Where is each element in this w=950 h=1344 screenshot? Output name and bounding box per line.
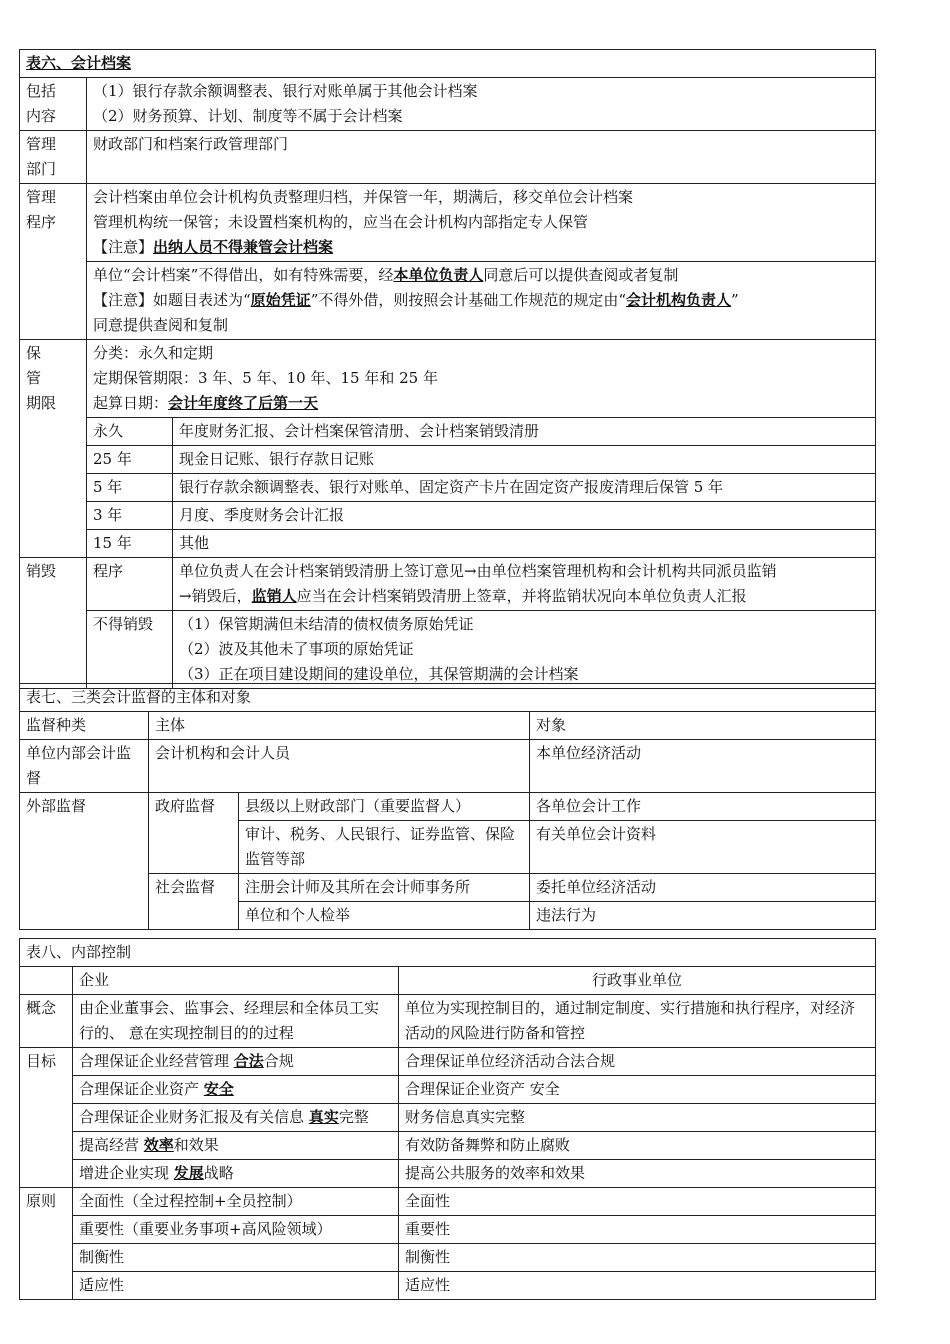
gov-object-1: 各单位会计工作 (530, 793, 876, 821)
period-row (20, 474, 876, 502)
dept-label: 管理 部门 (20, 131, 87, 184)
goal-ent: 合理保证企业财务汇报及有关信息 真实完整 (73, 1104, 399, 1132)
include-label: 包括 内容 (20, 78, 87, 131)
table6-title: 表六、会计档案 (20, 50, 876, 78)
col-type: 监督种类 (20, 712, 149, 740)
internal-type: 单位内部会计监督 (20, 740, 149, 793)
concept-ent: 由企业董事会、监事会、经理层和全体员工实行的、 意在实现控制目的的过程 (73, 995, 399, 1048)
col-gov-unit: 行政事业单位 (399, 967, 876, 995)
destroy-label: 销毁 (20, 558, 87, 689)
no-destroy-label: 不得销毁 (87, 611, 173, 689)
period-items: 月度、季度财务会计汇报 (173, 502, 876, 530)
external-type: 外部监督 (20, 793, 149, 930)
soc-object-2: 违法行为 (530, 902, 876, 930)
goal-ent: 合理保证企业经营管理 合法合规 (73, 1048, 399, 1076)
table8-title: 表八、内部控制 (20, 939, 876, 967)
destroy-proc-label: 程序 (87, 558, 173, 611)
destroy-proc-content: 单位负责人在会计档案销毁清册上签订意见→由单位档案管理机构和会计机构共同派员监销 →销毁后，监销人应当在会计档案销毁清册上签章，并将监销状况向本单位负责人汇报 (173, 558, 876, 611)
proc-content-b: 单位“会计档案”不得借出，如有特殊需要，经本单位负责人同意后可以提供查阅或者复制 【注意】如题目表述为“原始凭证”不得外借，则按照会计基础工作规范的规定由“会计机构负责人” 同意提供查阅和复制 (87, 262, 876, 340)
principle-gov: 制衡性 (399, 1244, 876, 1272)
principle-label: 原则 (20, 1188, 73, 1300)
goal-ent: 提高经营 效率和效果 (73, 1132, 399, 1160)
soc-subject-1: 注册会计师及其所在会计师事务所 (239, 874, 530, 902)
no-destroy-content: （1）保管期满但未结清的债权债务原始凭证 （2）波及其他未了事项的原始凭证 （3）正在项目建设期间的建设单位，其保管期满的会计档案 (173, 611, 876, 689)
principle-gov: 适应性 (399, 1272, 876, 1300)
period-items: 现金日记账、银行存款日记账 (173, 446, 876, 474)
period-row (20, 502, 876, 530)
period-items: 其他 (173, 530, 876, 558)
principle-ent: 适应性 (73, 1272, 399, 1300)
table-internal-control (19, 938, 876, 1300)
principle-ent: 重要性（重要业务事项+高风险领域） (73, 1216, 399, 1244)
blank-header (20, 967, 73, 995)
principle-ent: 制衡性 (73, 1244, 399, 1272)
goal-gov: 有效防备舞弊和防止腐败 (399, 1132, 876, 1160)
goal-gov: 合理保证企业资产 安全 (399, 1076, 876, 1104)
gov-subject-2: 审计、税务、人民银行、证券监管、保险监管等部 (239, 821, 530, 874)
concept-gov: 单位为实现控制目的，通过制定制度、实行措施和执行程序，对经济活动的风险进行防备和管控 (399, 995, 876, 1048)
col-subject: 主体 (149, 712, 530, 740)
period-row (20, 446, 876, 474)
col-object: 对象 (530, 712, 876, 740)
principle-gov: 重要性 (399, 1216, 876, 1244)
goal-label: 目标 (20, 1048, 73, 1188)
goal-gov: 财务信息真实完整 (399, 1104, 876, 1132)
soc-subject-2: 单位和个人检举 (239, 902, 530, 930)
period-row (20, 530, 876, 558)
proc-content-a: 会计档案由单位会计机构负责整理归档，并保管一年，期满后，移交单位会计档案 管理机构统一保管；未设置档案机构的，应当在会计机构内部指定专人保管 【注意】出纳人员不得兼管会计档案 (87, 184, 876, 262)
proc-label: 管理 程序 (20, 184, 87, 340)
period-term: 永久 (87, 418, 173, 446)
period-items: 年度财务汇报、会计档案保管清册、会计档案销毁清册 (173, 418, 876, 446)
period-term: 3 年 (87, 502, 173, 530)
table-accounting-archives (19, 49, 876, 689)
period-term: 5 年 (87, 474, 173, 502)
goal-gov: 合理保证单位经济活动合法合规 (399, 1048, 876, 1076)
goal-ent: 合理保证企业资产 安全 (73, 1076, 399, 1104)
gov-object-2: 有关单位会计资料 (530, 821, 876, 874)
keep-label: 保管 期限 (20, 340, 87, 558)
table-supervision (19, 683, 876, 930)
keep-content: 分类：永久和定期 定期保管期限：3 年、5 年、10 年、15 年和 25 年 起算日期：会计年度终了后第一天 (87, 340, 876, 418)
soc-object-1: 委托单位经济活动 (530, 874, 876, 902)
period-term: 25 年 (87, 446, 173, 474)
gov-supervision: 政府监督 (149, 793, 239, 874)
internal-subject: 会计机构和会计人员 (149, 740, 530, 793)
goal-ent: 增进企业实现 发展战略 (73, 1160, 399, 1188)
goal-gov: 提高公共服务的效率和效果 (399, 1160, 876, 1188)
col-enterprise: 企业 (73, 967, 399, 995)
period-items: 银行存款余额调整表、银行对账单、固定资产卡片在固定资产报废清理后保管 5 年 (173, 474, 876, 502)
period-term: 15 年 (87, 530, 173, 558)
gov-subject-1: 县级以上财政部门（重要监督人） (239, 793, 530, 821)
principle-ent: 全面性（全过程控制+全员控制） (73, 1188, 399, 1216)
internal-object: 本单位经济活动 (530, 740, 876, 793)
principle-gov: 全面性 (399, 1188, 876, 1216)
table7-title: 表七、三类会计监督的主体和对象 (20, 684, 876, 712)
include-content: （1）银行存款余额调整表、银行对账单属于其他会计档案 （2）财务预算、计划、制度等不属于会计档案 (87, 78, 876, 131)
dept-content: 财政部门和档案行政管理部门 (87, 131, 876, 184)
period-row (20, 418, 876, 446)
social-supervision: 社会监督 (149, 874, 239, 930)
concept-label: 概念 (20, 995, 73, 1048)
